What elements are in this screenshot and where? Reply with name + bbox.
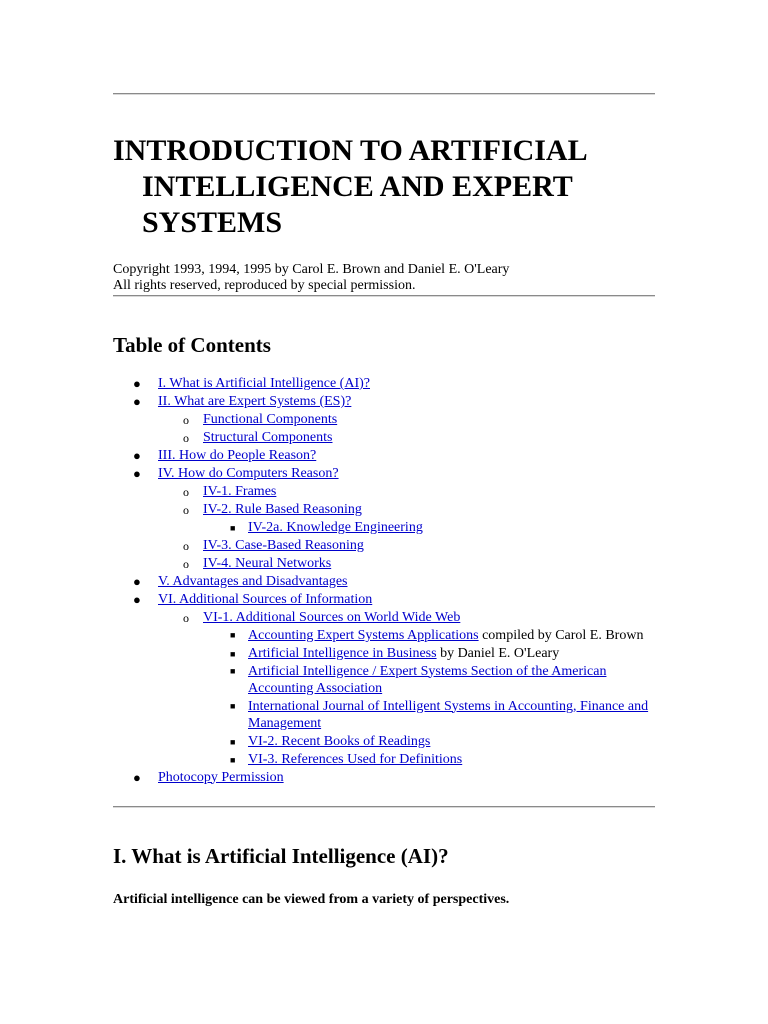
toc-link-people-reason[interactable]: III. How do People Reason? <box>158 448 317 463</box>
circle-bullet-icon: o <box>183 413 189 427</box>
toc-item <box>113 591 655 769</box>
copyright-line: Copyright 1993, 1994, 1995 by Carol E. Brown and Daniel E. O'Leary <box>113 262 510 277</box>
toc-item <box>158 411 655 429</box>
toc-link-expert-systems[interactable]: II. What are Expert Systems (ES)? <box>158 394 352 409</box>
toc-divider <box>113 806 655 808</box>
toc-sublist <box>158 483 655 573</box>
toc-sublist <box>158 411 655 447</box>
toc-link-accounting-es-applications[interactable]: Accounting Expert Systems Applications <box>248 628 479 643</box>
toc-sublist <box>158 609 655 769</box>
toc-item <box>113 769 655 787</box>
circle-bullet-icon: o <box>183 557 189 571</box>
toc-item <box>158 609 655 769</box>
copyright-notice <box>113 262 655 294</box>
disc-bullet-icon: ● <box>133 466 141 481</box>
toc-sublist <box>203 519 655 537</box>
toc-item <box>113 465 655 573</box>
section-intro: Artificial intelligence can be viewed from a variety of perspectives. <box>113 891 510 907</box>
toc-item <box>113 447 655 465</box>
toc-link-recent-books[interactable]: VI-2. Recent Books of Readings <box>248 733 431 749</box>
toc-link-international-journal[interactable]: International Journal of Intelligent Systems in Accounting, Finance and Management <box>248 698 649 731</box>
toc-link-aaa-section[interactable]: Artificial Intelligence / Expert Systems Section of the American Accounting Association <box>248 663 607 696</box>
circle-bullet-icon: o <box>183 539 189 553</box>
toc-link-references[interactable]: VI-3. References Used for Definitions <box>248 751 463 767</box>
toc-link-photocopy-permission[interactable]: Photocopy Permission <box>158 769 284 785</box>
toc-link-neural-networks[interactable]: IV-4. Neural Networks <box>203 556 332 571</box>
rights-line: All rights reserved, reproduced by special permission. <box>113 278 416 293</box>
square-bullet-icon: ■ <box>230 523 236 533</box>
disc-bullet-icon: ● <box>133 376 141 391</box>
toc-link-knowledge-engineering[interactable]: IV-2a. Knowledge Engineering <box>248 520 423 535</box>
disc-bullet-icon: ● <box>133 769 141 785</box>
toc-link-structural-components[interactable]: Structural Components <box>203 430 333 445</box>
circle-bullet-icon: o <box>183 611 189 625</box>
disc-bullet-icon: ● <box>133 574 141 589</box>
toc-link-rule-based-reasoning[interactable]: IV-2. Rule Based Reasoning <box>203 502 362 517</box>
toc-item-attribution: by Daniel E. O'Leary <box>436 645 560 661</box>
section-heading: I. What is Artificial Intelligence (AI)? <box>113 843 449 868</box>
square-bullet-icon: ■ <box>230 736 236 747</box>
toc-item <box>203 519 655 537</box>
square-bullet-icon: ■ <box>230 754 236 765</box>
toc-link-ai[interactable]: I. What is Artificial Intelligence (AI)? <box>158 376 370 391</box>
square-bullet-icon: ■ <box>230 700 236 711</box>
disc-bullet-icon: ● <box>133 448 141 463</box>
toc-link-computers-reason[interactable]: IV. How do Computers Reason? <box>158 466 339 481</box>
toc-item <box>158 537 655 555</box>
disc-bullet-icon: ● <box>133 394 141 409</box>
toc-item <box>158 429 655 447</box>
toc-item <box>113 375 655 393</box>
square-bullet-icon: ■ <box>230 648 236 659</box>
table-of-contents <box>113 375 655 787</box>
toc-link-ai-in-business[interactable]: Artificial Intelligence in Business <box>248 645 437 661</box>
toc-item <box>203 751 655 769</box>
document-page <box>113 0 655 909</box>
toc-link-functional-components[interactable]: Functional Components <box>203 412 338 427</box>
toc-item <box>113 393 655 447</box>
toc-item <box>158 555 655 573</box>
toc-item <box>203 733 655 751</box>
toc-link-case-based-reasoning[interactable]: IV-3. Case-Based Reasoning <box>203 538 364 553</box>
page-title: INTRODUCTION TO ARTIFICIAL INTELLIGENCE AND EXPERT SYSTEMS <box>113 134 586 239</box>
circle-bullet-icon: o <box>183 503 189 517</box>
toc-item <box>203 645 655 663</box>
toc-item <box>158 483 655 501</box>
toc-sublist <box>203 627 655 769</box>
toc-link-world-wide-web[interactable]: VI-1. Additional Sources on World Wide Web <box>203 610 461 625</box>
copyright-divider <box>113 295 655 297</box>
toc-link-additional-sources[interactable]: VI. Additional Sources of Information <box>158 592 373 607</box>
toc-item <box>203 627 655 645</box>
circle-bullet-icon: o <box>183 431 189 445</box>
toc-link-advantages[interactable]: V. Advantages and Disadvantages <box>158 574 348 589</box>
toc-item <box>113 573 655 591</box>
circle-bullet-icon: o <box>183 485 189 499</box>
toc-item <box>203 698 655 733</box>
disc-bullet-icon: ● <box>133 592 141 607</box>
toc-link-frames[interactable]: IV-1. Frames <box>203 484 277 499</box>
top-divider <box>113 93 655 95</box>
square-bullet-icon: ■ <box>230 630 236 640</box>
toc-item-attribution: compiled by Carol E. Brown <box>478 628 644 643</box>
square-bullet-icon: ■ <box>230 665 236 676</box>
toc-item <box>158 501 655 537</box>
toc-item <box>203 663 655 698</box>
toc-heading: Table of Contents <box>113 333 271 357</box>
